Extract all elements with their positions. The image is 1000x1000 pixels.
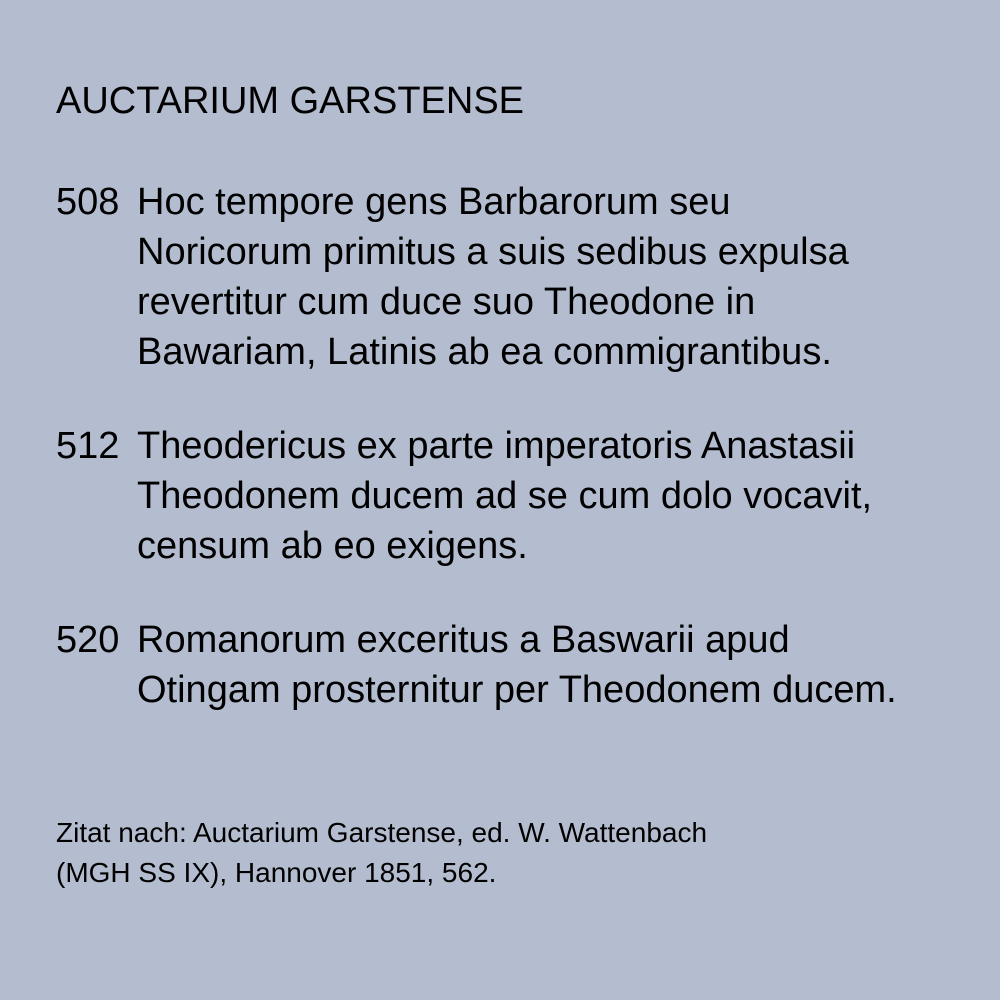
entry-text-line: Bawariam, Latinis ab ea commigrantibus.	[137, 331, 832, 373]
document-title: AUCTARIUM GARSTENSE	[56, 80, 525, 122]
entry-text-line: Otingam prosternitur per Theodonem ducem.	[137, 669, 897, 711]
chronicle-entry-512	[56, 421, 986, 571]
entry-text-line: Theodericus ex parte imperatoris Anastasii	[137, 425, 856, 467]
entry-text-line: Hoc tempore gens Barbarorum seu	[137, 181, 731, 223]
citation-line: Zitat nach: Auctarium Garstense, ed. W. Wattenbach	[56, 817, 708, 848]
entry-text-line: Romanorum exceritus a Baswarii apud	[137, 619, 790, 661]
chronicle-entry-508	[56, 177, 986, 377]
chronicle-entries	[56, 177, 986, 759]
entry-year: 520	[56, 619, 120, 661]
entry-text-line: revertitur cum duce suo Theodone in	[137, 281, 756, 323]
entry-text-line: Theodonem ducem ad se cum dolo vocavit,	[137, 475, 873, 517]
entry-text	[137, 177, 986, 377]
entry-year: 512	[56, 425, 120, 467]
entry-text	[137, 421, 986, 571]
citation-line: (MGH SS IX), Hannover 1851, 562.	[56, 857, 497, 888]
entry-text	[137, 615, 986, 715]
chronicle-entry-520	[56, 615, 986, 715]
entry-year: 508	[56, 181, 120, 223]
source-citation	[56, 813, 707, 893]
entry-text-line: censum ab eo exigens.	[137, 525, 528, 567]
entry-text-line: Noricorum primitus a suis sedibus expulsa	[137, 231, 849, 273]
